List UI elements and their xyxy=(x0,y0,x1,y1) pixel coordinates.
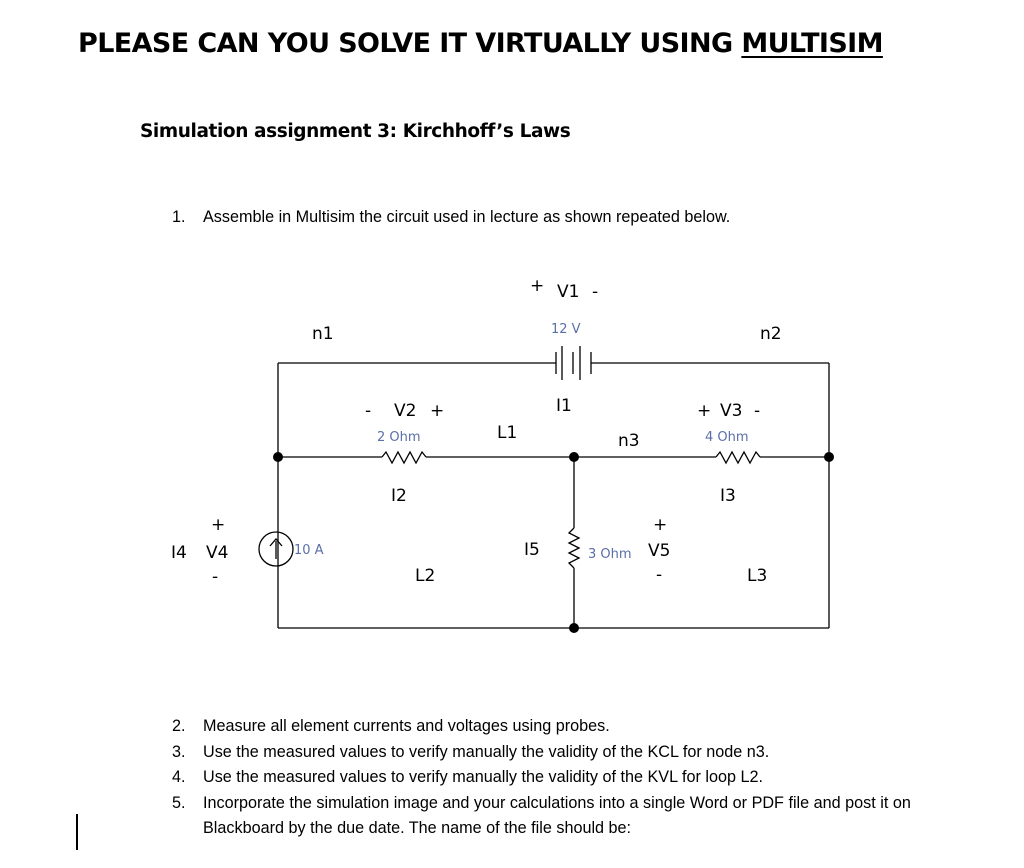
step-number: 5. xyxy=(172,793,186,812)
step-number: 1. xyxy=(172,208,186,226)
step-text: Incorporate the simulation image and your calculations into a single Word or PDF file and post it on Blackboard by the due date. The name of the file should be: xyxy=(203,793,911,838)
step-5 xyxy=(172,791,992,842)
v1-plus: + xyxy=(530,276,545,296)
node-label-n3: n3 xyxy=(618,431,640,451)
step-number: 3. xyxy=(172,742,186,761)
v3-minus: - xyxy=(754,401,761,421)
resistor-3ohm xyxy=(569,528,579,568)
node-dot-n2 xyxy=(824,452,834,462)
loop-label-l2: L2 xyxy=(415,566,436,586)
v2-minus: - xyxy=(365,401,372,421)
v2-label: V2 xyxy=(394,401,417,421)
current-source-value: 10 A xyxy=(294,543,324,558)
v2-plus: + xyxy=(430,401,445,421)
v5-plus: + xyxy=(653,515,668,535)
i3-label: I3 xyxy=(720,486,736,506)
v3-plus: + xyxy=(697,401,712,421)
headline-prefix: PLEASE CAN YOU SOLVE IT VIRTUALLY USING xyxy=(78,28,742,59)
v1-minus: - xyxy=(592,282,599,302)
i4-label: I4 xyxy=(171,543,187,563)
step-text: Assemble in Multisim the circuit used in lecture as shown repeated below. xyxy=(203,208,731,226)
node-label-n1: n1 xyxy=(312,324,334,344)
r2-value: 2 Ohm xyxy=(377,430,421,445)
v5-label: V5 xyxy=(648,541,671,561)
loop-label-l1: L1 xyxy=(497,423,518,443)
v1-label: V1 xyxy=(557,282,580,302)
assignment-title: Simulation assignment 3: Kirchhoff’s Laws xyxy=(140,121,571,142)
loop-label-l3: L3 xyxy=(747,566,768,586)
text-cursor xyxy=(76,814,78,850)
battery-plates xyxy=(556,346,591,380)
v4-label: V4 xyxy=(206,543,229,563)
headline-multisim: MULTISIM xyxy=(741,28,883,59)
i2-label: I2 xyxy=(391,486,407,506)
node-dot-n1 xyxy=(273,452,283,462)
v4-plus: + xyxy=(211,515,226,535)
step-3 xyxy=(172,740,992,766)
step-text: Use the measured values to verify manually the validity of the KCL for node n3. xyxy=(203,742,770,761)
step-text: Use the measured values to verify manually the validity of the KVL for loop L2. xyxy=(203,768,763,787)
v5-minus: - xyxy=(656,565,663,585)
remaining-steps xyxy=(172,714,992,842)
v3-label: V3 xyxy=(720,401,743,421)
step-text: Measure all element currents and voltages using probes. xyxy=(203,717,610,735)
node-dot-bottom xyxy=(569,623,579,633)
node-dot-n3 xyxy=(569,452,579,462)
v1-value: 12 V xyxy=(551,322,581,337)
v4-minus: - xyxy=(212,567,219,587)
resistor-2ohm xyxy=(382,452,426,463)
r4-value: 4 Ohm xyxy=(705,430,749,445)
step-4 xyxy=(172,765,992,791)
node-label-n2: n2 xyxy=(760,324,782,344)
i1-label: I1 xyxy=(556,396,572,416)
current-source-arrow xyxy=(270,539,282,559)
r3-value: 3 Ohm xyxy=(588,547,632,562)
step-number: 2. xyxy=(172,717,186,735)
resistor-4ohm xyxy=(716,452,760,463)
i5-label: I5 xyxy=(524,540,540,560)
step-number: 4. xyxy=(172,768,186,787)
step-2 xyxy=(172,714,992,740)
